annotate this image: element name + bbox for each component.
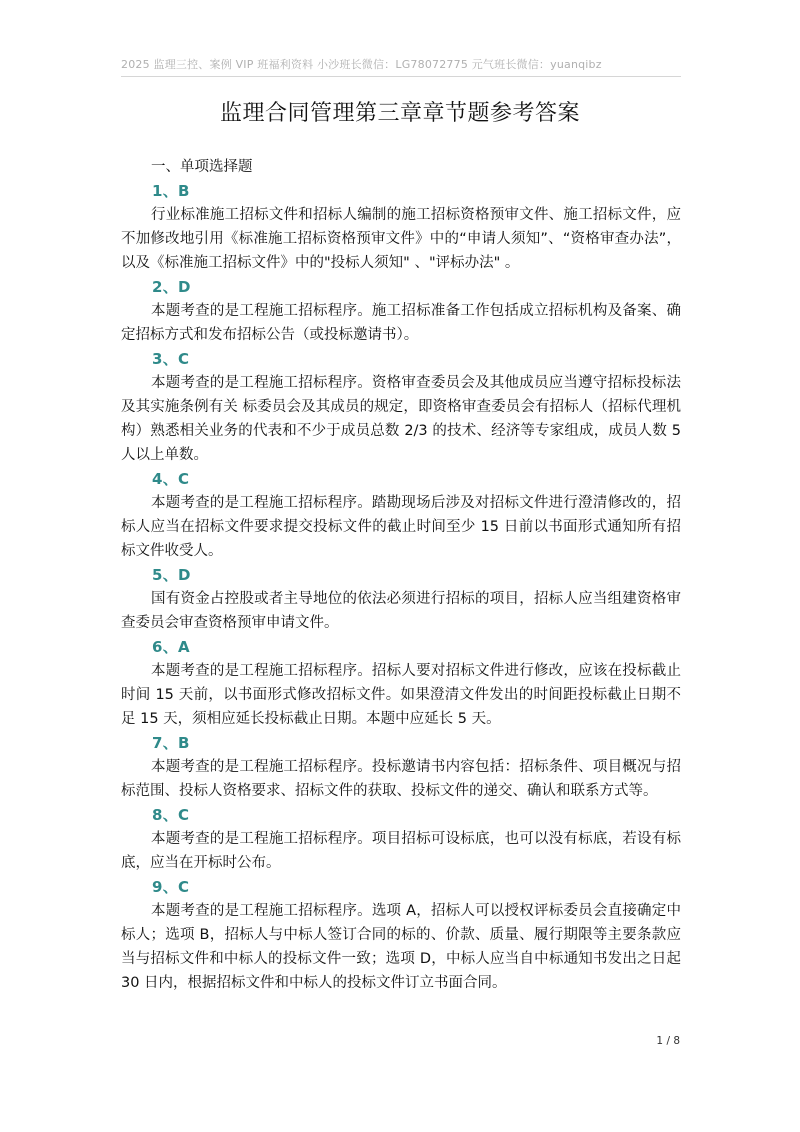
answer-explanation: 本题考查的是工程施工招标程序。施工招标准备工作包括成立招标机构及备案、确定招标方式和发布招标公告（或投标邀请书）。	[121, 303, 681, 343]
question-3	[121, 347, 681, 467]
question-4	[121, 467, 681, 563]
header-divider	[121, 76, 681, 77]
answer-number: 9、C	[152, 878, 190, 896]
document-title: 监理合同管理第三章章节题参考答案	[219, 101, 580, 126]
answer-explanation: 国有资金占控股或者主导地位的依法必须进行招标的项目，招标人应当组建资格审查委员会审查资格预审申请文件。	[121, 591, 681, 631]
answer-number: 7、B	[152, 734, 190, 752]
answer-number: 8、C	[152, 806, 190, 824]
question-7	[121, 731, 681, 803]
page-number: 1 / 8	[656, 1035, 680, 1047]
answer-explanation: 本题考查的是工程施工招标程序。选项 A，招标人可以授权评标委员会直接确定中标人；选项 B，招标人与中标人签订合同的标的、价款、质量、履行期限等主要条款应当与招标文件和中标人的投标文件一致；选项 D，中标人应当自中标通知书发出之日起 30 日内，根据招标文件和中标人的投标文件订立书面合同。	[121, 903, 681, 991]
question-2	[121, 275, 681, 347]
answer-number: 5、D	[152, 566, 191, 584]
question-8	[121, 803, 681, 875]
answer-explanation: 本题考查的是工程施工招标程序。资格审查委员会及其他成员应当遵守招标投标法及其实施条例有关 标委员会及其成员的规定，即资格审查委员会有招标人（招标代理机构）熟悉相关业务的代表和不少于成员总数 2/3 的技术、经济等专家组成，成员人数 5 人以上单数。	[121, 375, 681, 463]
answer-explanation: 本题考查的是工程施工招标程序。投标邀请书内容包括：招标条件、项目概况与招标范围、投标人资格要求、招标文件的获取、投标文件的递交、确认和联系方式等。	[121, 759, 681, 799]
answer-number: 4、C	[152, 470, 190, 488]
question-6	[121, 635, 681, 731]
answer-number: 6、A	[152, 638, 190, 656]
question-5	[121, 563, 681, 635]
answer-explanation: 本题考查的是工程施工招标程序。踏勘现场后涉及对招标文件进行澄清修改的，招标人应当在招标文件要求提交投标文件的截止时间至少 15 日前以书面形式通知所有招标文件收受人。	[121, 495, 681, 559]
answer-explanation: 本题考查的是工程施工招标程序。招标人要对招标文件进行修改，应该在投标截止时间 15 天前，以书面形式修改招标文件。如果澄清文件发出的时间距投标截止日期不足 15 天，须相应延长投标截止日期。本题中应延长 5 天。	[121, 663, 681, 727]
question-9	[121, 875, 681, 995]
answer-number: 3、C	[152, 350, 190, 368]
answer-number: 1、B	[152, 182, 190, 200]
section-heading: 一、单项选择题	[151, 159, 253, 175]
document-body	[121, 155, 681, 995]
answer-number: 2、D	[152, 278, 191, 296]
answer-explanation: 行业标准施工招标文件和招标人编制的施工招标资格预审文件、施工招标文件，应不加修改地引用《标准施工招标资格预审文件》中的“申请人须知”、“资格审查办法”，以及《标准施工招标文件》中的"投标人须知" 、"评标办法" 。	[121, 207, 681, 271]
page-header: 2025 监理三控、案例 VIP 班福利资料 小沙班长微信：LG78072775 元气班长微信：yuanqibz	[121, 58, 602, 71]
answer-explanation: 本题考查的是工程施工招标程序。项目招标可设标底，也可以没有标底，若设有标底，应当在开标时公布。	[121, 831, 681, 871]
question-1	[121, 179, 681, 275]
